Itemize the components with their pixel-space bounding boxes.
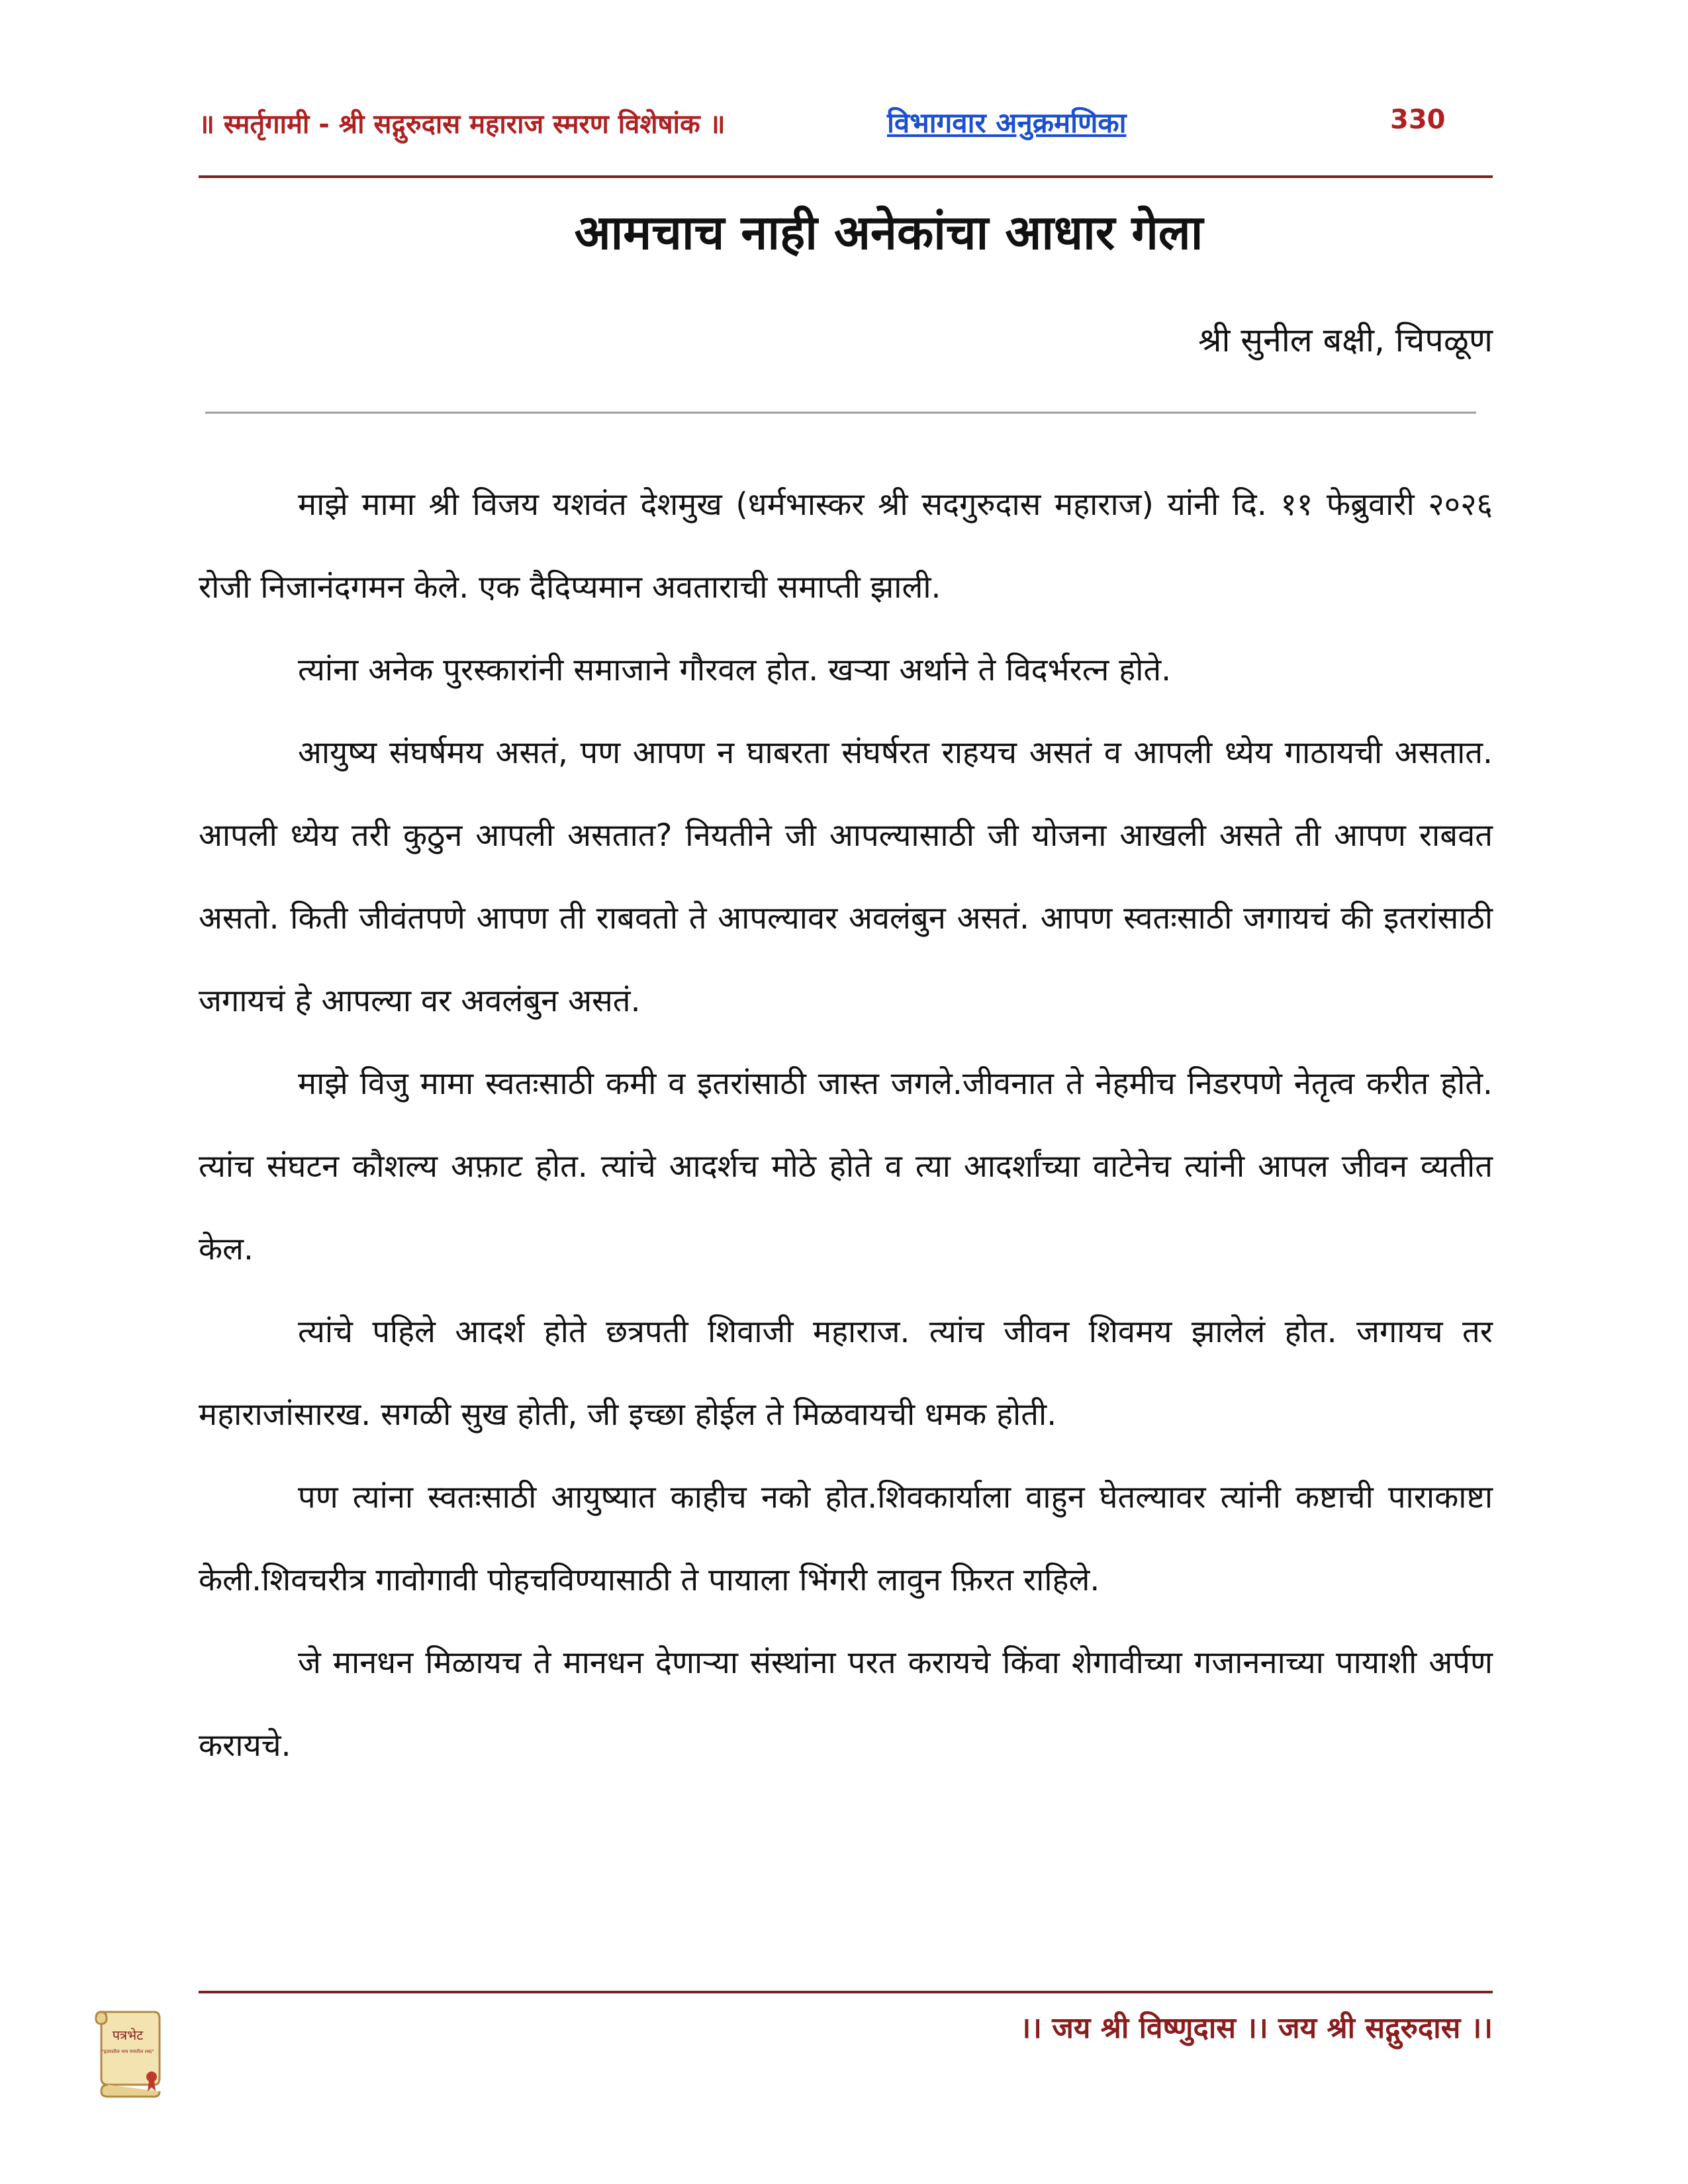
paragraph: माझे विजु मामा स्वतःसाठी कमी व इतरांसाठी जास्त जगले.जीवनात ते नेहमीच निडरपणे नेतृत्व करीत होते. त्यांच संघटन कौशल्य अफ़ाट होत. त्यांचे आदर्शच मोठे होते व त्या आदर्शांच्या वाटेनेच त्यांनी आपल जीवन व्यतीत केल.: [199, 1066, 1493, 1267]
header-title: ॥ स्मर्तृगामी - श्री सद्गुरुदास महाराज स्मरण विशेषांक ॥: [199, 109, 726, 140]
patrabhet-logo-icon: [89, 1999, 169, 2098]
paragraph: आयुष्य संघर्षमय असतं, पण आपण न घाबरता संघर्षरत राहयच असतं व आपली ध्येय गाठायची असतात. आपली ध्येय तरी कुठुन आपली असतात? नियतीने जी आपल्यासाठी जी योजना आखली असते ती आपण राबवत असतो. किती जीवंतपणे आपण ती राबवतो ते आपल्यावर अवलंबुन असतं. आपण स्वतःसाठी जगायचं की इतरांसाठी जगायचं हे आपल्या वर अवलंबुन असतं.: [199, 735, 1493, 1019]
footer-slogan: ।। जय श्री विष्णुदास ।। जय श्री सद्गुरुदास ।।: [1019, 2011, 1493, 2045]
title-divider: [205, 412, 1476, 414]
paragraph: जे मानधन मिळायच ते मानधन देणाऱ्या संस्थांना परत करायचे किंवा शेगावीच्या गजाननाच्या पायाशी अर्पण करायचे.: [199, 1645, 1493, 1764]
footer-divider: [199, 1991, 1493, 1993]
header-divider: [199, 175, 1493, 178]
section-index-link[interactable]: विभागवार अनुक्रमणिका: [887, 107, 1127, 139]
paragraph: त्यांचे पहिले आदर्श होते छत्रपती शिवाजी महाराज. त्यांच जीवन शिवमय झालेलं होत. जगायच तर महाराजांसारख. सगळी सुख होती, जी इच्छा होईल ते मिळवायची धमक होती.: [199, 1314, 1493, 1433]
logo-tagline: "हृदयातील भाव मनातील शब्द": [101, 2049, 154, 2054]
article-body: [199, 463, 1493, 1787]
paragraph: त्यांना अनेक पुरस्कारांनी समाजाने गौरवल होत. खऱ्या अर्थाने ते विदर्भरत्न होते.: [298, 652, 1172, 688]
page-number: 330: [1390, 105, 1446, 135]
article-title: आमचाच नाही अनेकांचा आधार गेला: [574, 205, 1203, 260]
paragraph: पण त्यांना स्वतःसाठी आयुष्यात काहीच नको होत.शिवकार्याला वाहुन घेतल्यावर त्यांनी कष्टाची पाराकाष्टा केली.शिवचरीत्र गावोगावी पोहचविण्यासाठी ते पायाला भिंगरी लावुन फ़िरत राहिले.: [199, 1479, 1493, 1598]
article-author: श्री सुनील बक्षी, चिपळूण: [1198, 321, 1493, 359]
paragraph: माझे मामा श्री विजय यशवंत देशमुख (धर्मभास्कर श्री सदगुरुदास महाराज) यांनी दि. ११ फेब्रुवारी २०२६ रोजी निजानंदगमन केले. एक दैदिप्यमान अवताराची समाप्ती झाली.: [199, 486, 1493, 606]
page-header: [199, 99, 1489, 146]
logo-label: पत्रभेट: [112, 2027, 144, 2043]
